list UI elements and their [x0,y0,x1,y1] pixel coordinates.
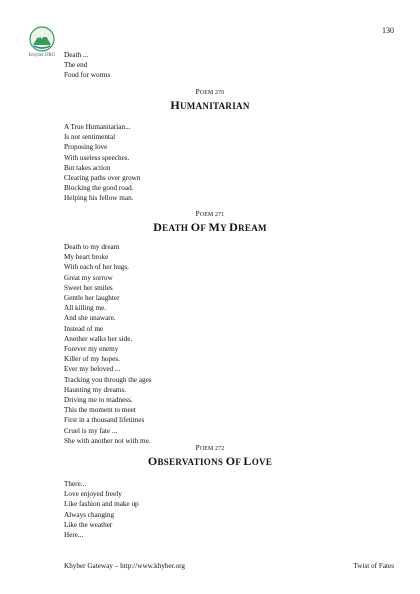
verse-line: Tracking you through the ages [64,375,152,384]
poem-title [0,454,420,469]
small-caps-rest: F [235,457,241,467]
verse-line: Is not sentimental [64,133,116,142]
small-caps-rest: OEM 271 [199,212,225,218]
verse-line: But takes action [64,163,111,172]
verse-line: And she unaware. [64,314,116,323]
poem-verse-270 [64,122,140,204]
verse-line: Another walks her side. [64,334,133,343]
mountain-gateway-logo-icon [29,26,55,52]
verse-line: The end [64,61,88,70]
poem-header-272 [0,444,420,469]
small-caps-rest: OEM 270 [199,90,225,96]
small-caps-initial: O [225,454,236,468]
poem-label [0,88,420,96]
verse-line: Clearing paths over grown [64,174,141,183]
verse-line: With useless speeches. [64,153,130,162]
small-caps-rest: BSERVATIONS [157,457,224,467]
verse-line: This the moment to meet [64,406,136,415]
poem-title [0,220,420,235]
verse-line: My heart broke [64,253,109,262]
small-caps-rest: OEM 272 [199,446,225,452]
verse-line: There... [64,480,87,488]
verse-line: Always changing [64,510,115,519]
verse-line: A True Humanitarian... [64,123,131,131]
small-caps-initial: M [208,220,221,234]
verse-line: Death to my dream [64,243,120,251]
poem-header-270 [0,88,420,113]
poem-label [0,444,420,452]
verse-line: Driving me to madness. [64,396,133,405]
verse-line: With each of her hugs. [64,263,129,272]
footer-source: Khyber Gateway – http://www.khyber.org [64,562,185,570]
verse-line: Like fashion and make up [64,500,139,509]
verse-line: Killer of my hopes. [64,355,120,364]
verse-line: Forever my enemy [64,345,119,354]
small-caps-initial: L [243,454,252,468]
poem-verse-271 [64,242,152,446]
verse-line: Sweet her smiles [64,283,113,292]
verse-line: Like the weather [64,520,113,529]
verse-line: Haunting my dreams. [64,385,127,394]
verse-line: Love enjoyed freely [64,490,122,499]
small-caps-rest: EATH [162,223,189,233]
verse-line: Death ... [64,51,89,59]
site-logo [26,26,58,58]
small-caps-rest: UMANITARIAN [180,101,250,111]
verse-line: She with another not with me. [64,436,151,445]
small-caps-initial: P [195,88,200,96]
small-caps-rest: OVE [251,457,273,467]
verse-line: Helping his fellow man. [64,194,134,203]
small-caps-rest: Y [220,223,227,233]
small-caps-rest: F [200,223,206,233]
small-caps-initial: H [170,98,180,112]
continuation-verse [64,50,110,81]
verse-line: Great my sorrow [64,273,113,282]
small-caps-initial: O [147,454,158,468]
footer-book-title: Twist of Fates [353,562,394,570]
verse-line: Food for worms [64,71,111,80]
verse-line: Blocking the good road. [64,184,134,193]
small-caps-initial: P [195,210,200,218]
small-caps-initial: D [153,220,163,234]
verse-line: First in a thousand lifetimes [64,416,145,425]
verse-line: Gentle her laughter [64,294,120,303]
verse-line: Here... [64,531,84,540]
verse-line: Ever my beloved ... [64,365,121,374]
small-caps-rest: REAM [238,223,267,233]
poem-header-271 [0,210,420,235]
poem-title [0,98,420,113]
verse-line: Instead of me [64,324,104,333]
small-caps-initial: P [195,444,200,452]
small-caps-initial: O [190,220,201,234]
page-number: 130 [382,26,394,35]
verse-line: Cruel is my fate ... [64,426,118,435]
poem-verse-272 [64,479,139,540]
poem-label [0,210,420,218]
verse-line: Proposing love [64,143,108,152]
logo-text: Khyber.ORG [28,53,56,58]
small-caps-initial: D [229,220,239,234]
verse-line: All killing me. [64,304,107,313]
